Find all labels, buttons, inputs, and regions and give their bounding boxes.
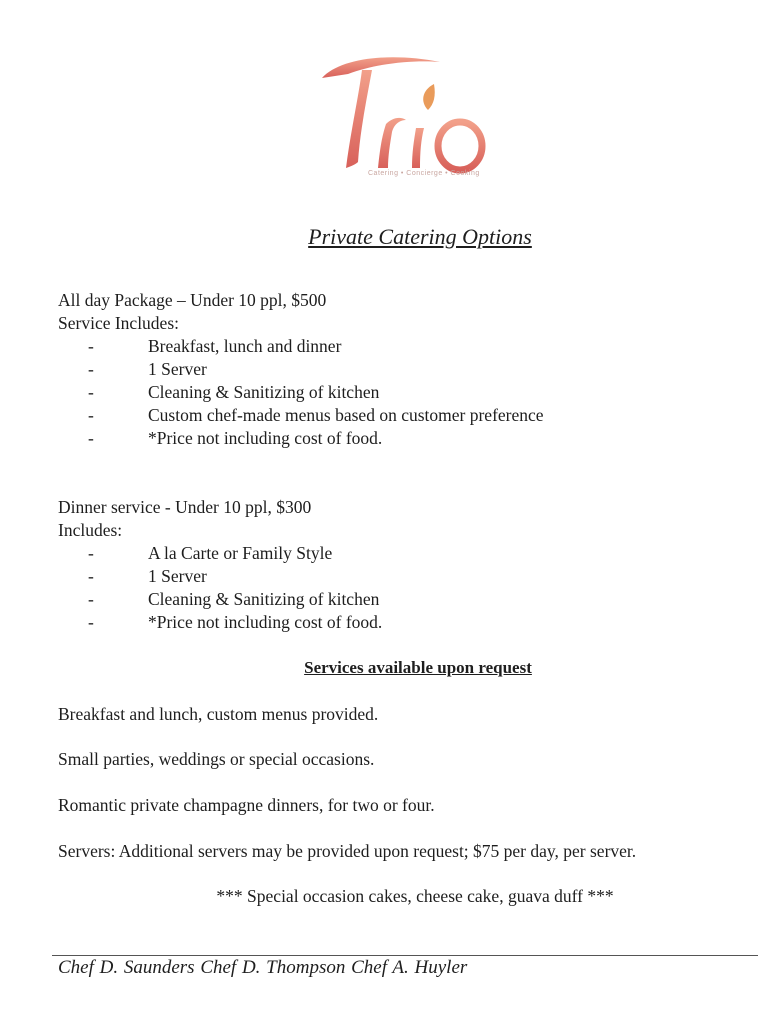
package-heading: Dinner service - Under 10 ppl, $300 — [58, 497, 312, 517]
dash-icon: - — [88, 359, 94, 379]
dash-icon: - — [88, 382, 94, 402]
dash-icon: - — [88, 428, 94, 448]
dash-icon: - — [88, 566, 94, 586]
includes-label: Service Includes: — [58, 313, 179, 333]
list-item: - Breakfast, lunch and dinner — [88, 336, 342, 356]
list-item: - *Price not including cost of food. — [88, 428, 383, 448]
list-item: - Custom chef-made menus based on customer preference — [88, 405, 544, 425]
service-item: Servers: Additional servers may be provided upon request; $75 per day, per server. — [58, 841, 637, 861]
dash-icon: - — [88, 336, 94, 356]
logo-tagline: Catering • Concierge • Cooking — [368, 170, 480, 177]
service-item: Breakfast and lunch, custom menus provided. — [58, 704, 379, 724]
chef-names: Chef D. Saunders Chef D. Thompson Chef A. Huyler — [58, 957, 468, 978]
includes-label: Includes: — [58, 520, 123, 540]
package-dinner — [58, 496, 383, 634]
dash-icon: - — [88, 543, 94, 563]
footer-divider — [52, 955, 758, 956]
special-cakes-line: *** Special occasion cakes, cheese cake, guava duff *** — [216, 886, 614, 906]
services-heading: Services available upon request — [304, 658, 532, 677]
service-item: Small parties, weddings or special occasions. — [58, 749, 375, 769]
list-item: - 1 Server — [88, 566, 207, 586]
dash-icon: - — [88, 405, 94, 425]
trio-logo — [300, 40, 520, 190]
dash-icon: - — [88, 589, 94, 609]
service-item: Romantic private champagne dinners, for two or four. — [58, 795, 435, 815]
list-item: - Cleaning & Sanitizing of kitchen — [88, 382, 380, 402]
dash-icon: - — [88, 612, 94, 632]
list-item: - A la Carte or Family Style — [88, 543, 333, 563]
list-item: - Cleaning & Sanitizing of kitchen — [88, 589, 380, 609]
list-item: - 1 Server — [88, 359, 207, 379]
page-title: Private Catering Options — [308, 224, 532, 249]
package-heading: All day Package – Under 10 ppl, $500 — [58, 290, 327, 310]
package-all-day — [58, 289, 544, 450]
list-item: - *Price not including cost of food. — [88, 612, 383, 632]
